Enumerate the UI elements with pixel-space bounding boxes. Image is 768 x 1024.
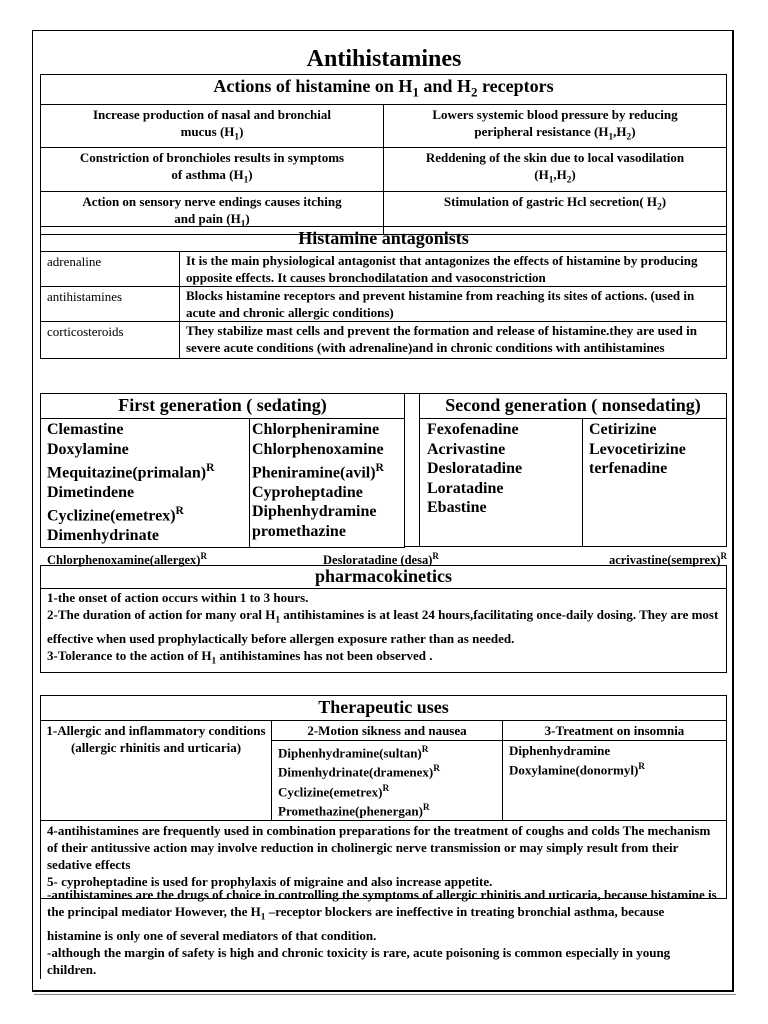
list-item: Diphenhydramine: [509, 743, 611, 758]
drug-name: Fexofenadine: [427, 421, 519, 438]
action-cell: Stimulation of gastric Hcl secretion( $H_2$): [384, 191, 727, 235]
antagonists-table: [40, 226, 727, 359]
drug-name: Diphenhydramine: [252, 503, 377, 521]
antagonist-text: It is the main physiological antagonist that antagonizes the effects of histamine by producing opposite effects. It causes bronchodilatation and vasoconstriction: [180, 252, 727, 287]
antagonist-name: antihistamines: [41, 287, 180, 322]
brand-name: Desloratadine (desa)$^R$: [323, 551, 439, 568]
therapeutic-note-4: 4-antihistamines are frequently used in combination preparations for the treatment of coughs and colds The mechanism of their antitussive action may involve reduction in cholinergic nerve transmission or may simply result from their sedative effects: [47, 823, 711, 873]
drug-name: Doxylamine: [47, 440, 129, 458]
first-gen-col2: [250, 419, 405, 548]
drug-name: Mequitazine(primalan)$^R$: [47, 462, 215, 482]
therapeutic-use-2-title: 2-Motion sikness and nausea: [272, 721, 503, 741]
brand-name: Chlorphenoxamine(allergex)$^R$: [47, 551, 207, 568]
second-generation-heading: Second generation ( nonsedating): [420, 394, 727, 419]
note-line: -antihistamines are the drugs of choice in controlling the symptoms of allergic rhinitis and urticaria, because histamine is the principal mediator However, the $H_1$ –receptor blockers are ineffective in treating bronchial asthma, because histamine is only one of several mediators of that condition.: [47, 887, 717, 943]
notes-text: [41, 883, 727, 978]
action-cell: Increase production of nasal and bronchial mucus $(H_1)$: [41, 104, 384, 148]
list-item: Promethazine(phenergan)$^R$: [278, 802, 430, 819]
drug-name: Loratadine: [427, 479, 504, 497]
antagonist-name: adrenaline: [41, 252, 180, 287]
drug-name: Cyclizine(emetrex)$^R$: [47, 505, 184, 525]
drug-name: Levocetirizine: [589, 440, 686, 458]
first-gen-col1: [41, 419, 250, 548]
notes-box: [40, 883, 727, 979]
pharmacokinetics-heading: pharmacokinetics: [41, 566, 726, 589]
generation-separator: [405, 393, 419, 547]
drug-name: promethazine: [252, 522, 346, 540]
table-row: [41, 104, 727, 148]
table-row: [41, 322, 727, 359]
drug-name: Dimetindene: [47, 483, 135, 501]
first-generation-table: [40, 393, 405, 548]
action-cell: Reddening of the skin due to local vasodilation $(H_1,H_2)$: [384, 148, 727, 192]
actions-heading: Actions of histamine on $H_1$ and $H_2$ receptors: [41, 75, 727, 105]
second-gen-col1: [420, 419, 583, 547]
pk-line: 1-the onset of action occurs within 1 to 3 hours.: [47, 590, 309, 605]
drug-name: Pheniramine(avil)$^R$: [252, 462, 384, 482]
page-title: Antihistamines: [306, 46, 462, 72]
pharmacokinetics-text: [41, 589, 726, 670]
therapeutic-table: [40, 695, 727, 899]
motion-sickness-drugs: [272, 741, 503, 821]
pk-line: 2-The duration of action for many oral $H_1$ antihistamines is at least 24 hours,facilitating once-daily dosing. They are most effective when used prophylactically before allergen exposure rather than as needed.: [47, 607, 719, 646]
drug-name: Chlorphenoxamine: [252, 440, 384, 458]
action-cell: Action on sensory nerve endings causes itching and pain $(H_1)$: [41, 191, 384, 235]
list-item: Dimenhydrinate(dramenex)$^R$: [278, 764, 441, 780]
drug-name: Cyproheptadine: [252, 483, 363, 501]
drug-name: Acrivastine: [427, 440, 506, 458]
action-cell: Constriction of bronchioles results in symptoms of asthma $(H_1)$: [41, 148, 384, 192]
action-cell: Lowers systemic blood pressure by reducing peripheral resistance $(H_1,H_2)$: [384, 104, 727, 148]
list-item: $Diphenhydramine(sultan)^R$: [278, 745, 429, 761]
therapeutic-use-1: 1-Allergic and inflammatory conditions (allergic rhinitis and urticaria): [41, 721, 272, 821]
therapeutic-use-3-title: 3-Treatment on insomnia: [503, 721, 727, 741]
antagonist-text: Blocks histamine receptors and prevent histamine from reaching its sites of actions. (used in acute and chronic allergic conditions): [180, 287, 727, 322]
drug-name: Dimenhydrinate: [47, 527, 159, 545]
brand-name: acrivastine(semprex)$^R$: [608, 551, 727, 568]
second-generation-table: [419, 393, 727, 547]
drug-name: Cetirizine: [589, 421, 657, 438]
pk-line: 3-Tolerance to the action of $H_1$ antihistamines has not been observed .: [47, 647, 433, 667]
therapeutic-note-5: 5- cyproheptadine is used for prophylaxis of migraine and also increase appetite.: [47, 874, 493, 890]
antagonist-name: corticosteroids: [41, 322, 180, 359]
drug-name: Chlorpheniramine: [252, 421, 380, 438]
actions-table: [40, 74, 727, 235]
list-item: Doxylamine(donormyl)$^R$: [509, 762, 646, 778]
brand-names-line: [47, 548, 727, 568]
second-gen-col2: [583, 419, 727, 547]
drug-name: Desloratadine: [427, 460, 523, 477]
note-line: -although the margin of safety is high and chronic toxicity is rare, acute poisoning is common especially in young children.: [47, 944, 671, 977]
antagonist-text: They stabilize mast cells and prevent the formation and release of histamine.they are used in severe acute conditions (with adrenaline)and in chronic conditions with antihistamines: [180, 322, 727, 359]
drug-name: Clemastine: [47, 421, 124, 438]
first-generation-heading: First generation ( sedating): [41, 394, 405, 419]
table-row: [41, 148, 727, 192]
therapeutic-heading: Therapeutic uses: [41, 696, 727, 721]
drug-name: terfenadine: [589, 460, 668, 477]
frame-shadow: [34, 994, 736, 995]
pharmacokinetics-box: [40, 565, 727, 673]
antagonists-heading: Histamine antagonists: [41, 227, 727, 252]
insomnia-drugs: [503, 741, 727, 821]
list-item: Cyclizine(emetrex)$^R$: [278, 783, 390, 799]
drug-name: Ebastine: [427, 499, 487, 516]
table-row: [41, 287, 727, 322]
table-row: [41, 252, 727, 287]
